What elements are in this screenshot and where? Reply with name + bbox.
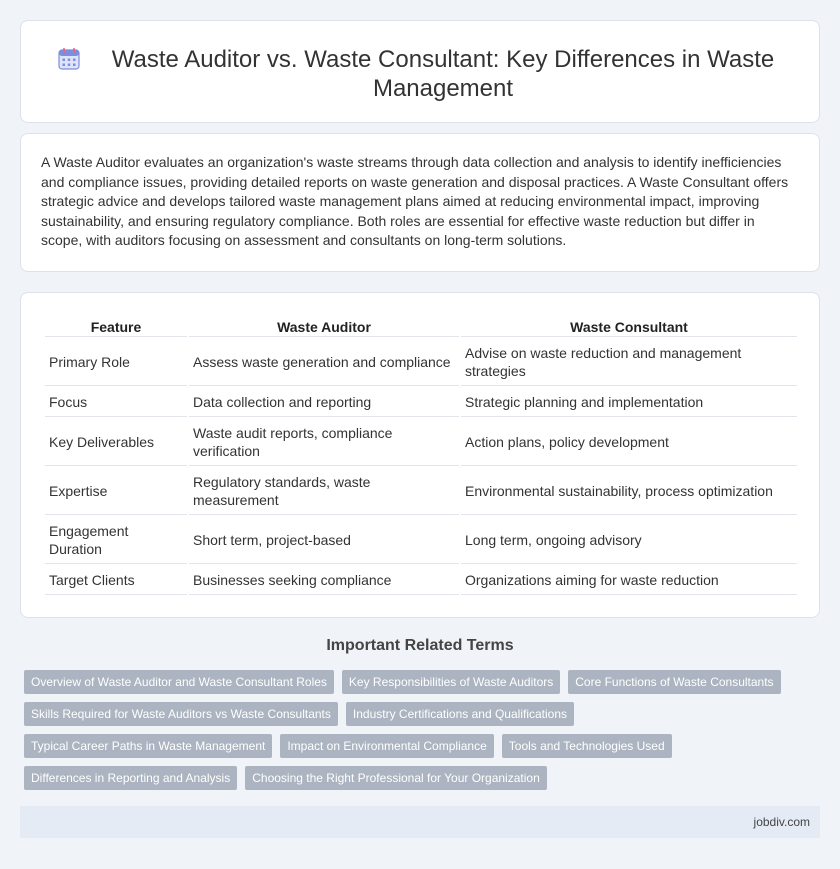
header-card xyxy=(20,20,820,123)
header-waste-consultant: Waste Consultant xyxy=(461,315,797,337)
consultant-cell: Organizations aiming for waste reduction xyxy=(461,564,797,595)
comparison-table xyxy=(43,315,799,595)
feature-cell: Expertise xyxy=(45,466,187,515)
auditor-cell: Waste audit reports, compliance verification xyxy=(189,417,459,466)
intro-card xyxy=(20,133,820,272)
feature-cell: Engagement Duration xyxy=(45,515,187,564)
auditor-cell: Businesses seeking compliance xyxy=(189,564,459,595)
table-row xyxy=(45,337,797,386)
footer-site-link[interactable]: jobdiv.com xyxy=(753,815,810,829)
related-term-tag[interactable]: Impact on Environmental Compliance xyxy=(280,734,493,758)
feature-cell: Primary Role xyxy=(45,337,187,386)
table-row xyxy=(45,515,797,564)
related-terms-list xyxy=(24,670,824,798)
table-row xyxy=(45,466,797,515)
related-term-tag[interactable]: Skills Required for Waste Auditors vs Waste Consultants xyxy=(24,702,338,726)
feature-cell: Focus xyxy=(45,386,187,417)
consultant-cell: Environmental sustainability, process optimization xyxy=(461,466,797,515)
title-wrap xyxy=(50,20,790,123)
related-term-tag[interactable]: Differences in Reporting and Analysis xyxy=(24,766,237,790)
table-row xyxy=(45,386,797,417)
auditor-cell: Regulatory standards, waste measurement xyxy=(189,466,459,515)
header-waste-auditor: Waste Auditor xyxy=(189,315,459,337)
consultant-cell: Long term, ongoing advisory xyxy=(461,515,797,564)
auditor-cell: Data collection and reporting xyxy=(189,386,459,417)
consultant-cell: Strategic planning and implementation xyxy=(461,386,797,417)
calendar-icon xyxy=(57,47,81,71)
related-term-tag[interactable]: Industry Certifications and Qualifications xyxy=(346,702,574,726)
auditor-cell: Assess waste generation and compliance xyxy=(189,337,459,386)
auditor-cell: Short term, project-based xyxy=(189,515,459,564)
table-header-row xyxy=(45,315,797,337)
related-term-tag[interactable]: Choosing the Right Professional for Your Organization xyxy=(245,766,547,790)
related-term-tag[interactable]: Overview of Waste Auditor and Waste Consultant Roles xyxy=(24,670,334,694)
comparison-table-card xyxy=(20,292,820,618)
table-row xyxy=(45,417,797,466)
page-title: Waste Auditor vs. Waste Consultant: Key Differences in Waste Management xyxy=(111,46,775,102)
intro-paragraph: A Waste Auditor evaluates an organization's waste streams through data collection and analysis to identify inefficiencies and compliance issues, providing detailed reports on waste generation and disposal practices. A Waste Consultant offers strategic advice and develops tailored waste management plans aimed at reducing environmental impact, improving sustainability, and ensuring regulatory compliance. Both roles are essential for effective waste reduction but differ in scope, with auditors focusing on assessment and consultants on long-term solutions. xyxy=(41,154,789,248)
related-term-tag[interactable]: Key Responsibilities of Waste Auditors xyxy=(342,670,560,694)
related-terms-title: Important Related Terms xyxy=(326,637,514,654)
related-term-tag[interactable]: Tools and Technologies Used xyxy=(502,734,672,758)
footer xyxy=(20,806,820,838)
related-term-tag[interactable]: Typical Career Paths in Waste Management xyxy=(24,734,272,758)
consultant-cell: Advise on waste reduction and management strategies xyxy=(461,337,797,386)
related-term-tag[interactable]: Core Functions of Waste Consultants xyxy=(568,670,780,694)
feature-cell: Target Clients xyxy=(45,564,187,595)
table-row xyxy=(45,564,797,595)
header-feature: Feature xyxy=(45,315,187,337)
consultant-cell: Action plans, policy development xyxy=(461,417,797,466)
feature-cell: Key Deliverables xyxy=(45,417,187,466)
